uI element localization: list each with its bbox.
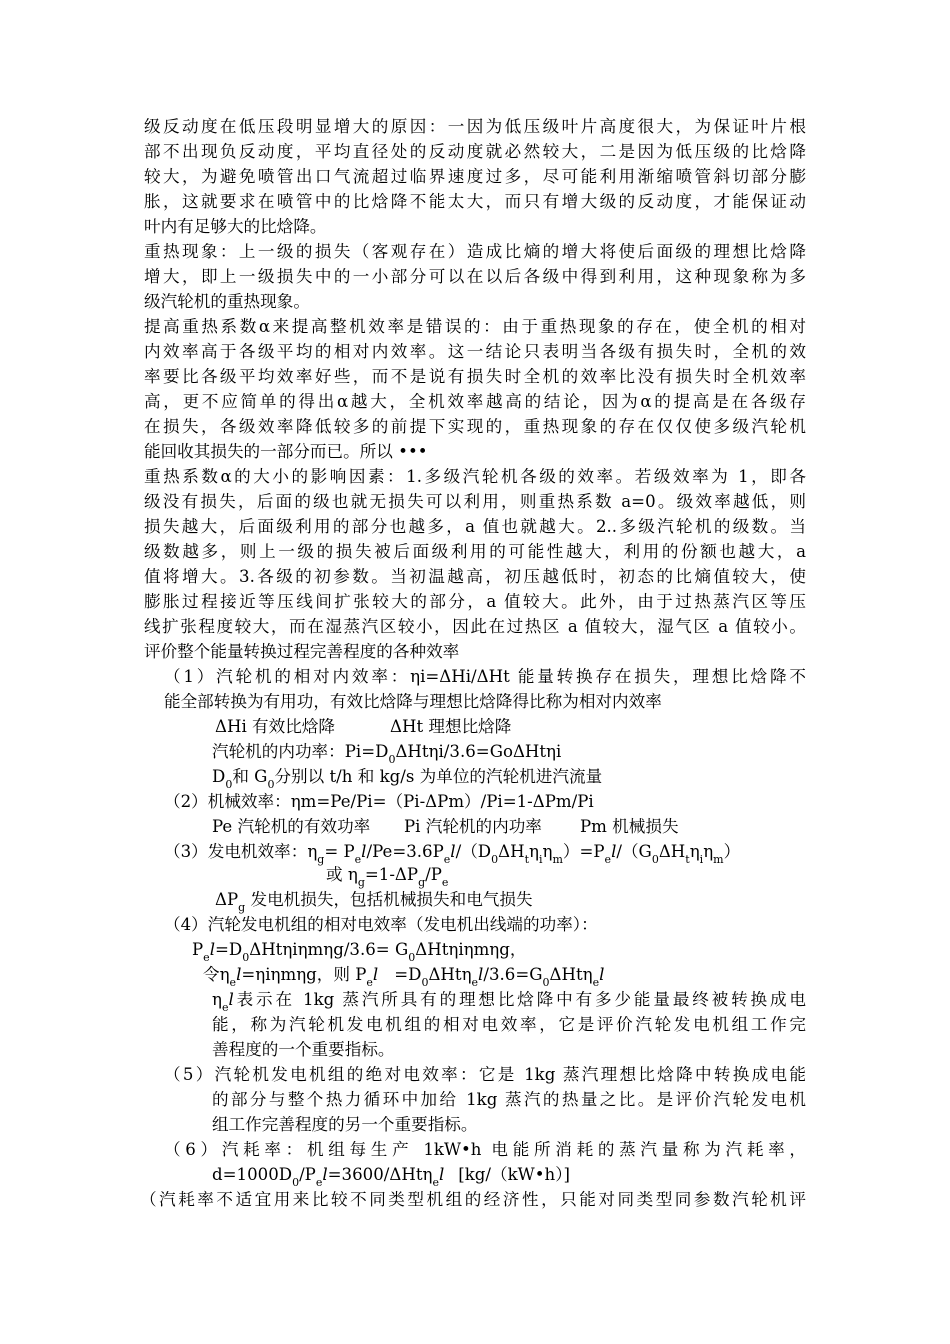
text-line: 损失越大，后面级利用的部分也越多，a 值也就越大。2..多级汽轮机的级数。当 bbox=[144, 517, 806, 536]
text-line: 膨胀过程接近等压线间扩张较大的部分，a 值较大。此外，由于过热蒸汽区等压 bbox=[144, 592, 806, 611]
text-line: （6）汽耗率：机组每生产 1kW•h 电能所消耗的蒸汽量称为汽耗率， bbox=[164, 1140, 806, 1159]
formula-line: （2）机械效率：ηm=Pe/Pi=（Pi-ΔPm）/Pi=1-ΔPm/Pi bbox=[164, 792, 594, 811]
formula-line: 令$\eta_el=\eta i\eta m\eta g$，则 $P_el =D_0\Delta Ht\eta_el/3.6=G_0\Delta Ht\eta_el$ bbox=[203, 965, 605, 989]
definition: ΔHi 有效比焓降 bbox=[215, 717, 336, 736]
formula-line: （3）发电机效率：$\eta_g= P_el/Pe=3.6P_el/(D_0\Delta H_t\eta_i\eta_m)=P_el/(G_0\Delta H_t\eta_i\eta_m)$ bbox=[164, 842, 741, 866]
definition: Pi 汽轮机的内功率 bbox=[404, 817, 542, 836]
formula-line: 或 $\eta_g=1-\Delta P_g/P_e$ bbox=[326, 865, 449, 889]
text-line: 级数越多，则上一级的损失被后面级利用的可能性越大，利用的份额也越大，a bbox=[144, 542, 806, 561]
definition: Pm 机械损失 bbox=[580, 817, 679, 836]
definition: $\Delta P_g$ 发电机损失，包括机械损失和电气损失 bbox=[215, 890, 533, 914]
text-line: 提高重热系数α来提高整机效率是错误的：由于重热现象的存在，使全机的相对 bbox=[144, 317, 806, 336]
text-line: 高，更不应简单的得出α越大，全机效率越高的结论，因为α的提高是在各级存 bbox=[144, 392, 806, 411]
text-line: 级反动度在低压段明显增大的原因：一因为低压级叶片高度很大，为保证叶片根 bbox=[144, 117, 806, 136]
formula-line: 汽轮机的内功率：$Pi=D_0\Delta Ht\eta i/3.6=Go\Delta Ht\eta i$ bbox=[212, 742, 562, 766]
text-line: 能，称为汽轮机发电机组的相对电效率，它是评价汽轮发电机组工作完 bbox=[212, 1015, 806, 1034]
text-line: 率要比各级平均效率好些，而不是说有损失时全机的效率比没有损失时全机效率 bbox=[144, 367, 806, 386]
text-line: 组工作完善程度的另一个重要指标。 bbox=[212, 1115, 478, 1134]
text-line: 叶内有足够大的比焓降。 bbox=[144, 217, 327, 236]
text-line: $D_0$和 $G_0$分别以 t/h 和 kg/s 为单位的汽轮机进汽流量 bbox=[212, 767, 603, 791]
text-line: （1）汽轮机的相对内效率：ηi=ΔHi/ΔHt 能量转换存在损失，理想比焓降不 bbox=[164, 667, 806, 686]
text-line: 较大，为避免喷管出口气流超过临界速度过多，尽可能利用渐缩喷管斜切部分膨 bbox=[144, 167, 806, 186]
text-line: （汽耗率不适宜用来比较不同类型机组的经济性，只能对同类型同参数汽轮机评 bbox=[140, 1190, 806, 1209]
text-line: 级汽轮机的重热现象。 bbox=[144, 292, 310, 311]
text-line: （5）汽轮机发电机组的绝对电效率：它是 1kg 蒸汽理想比焓降中转换成电能 bbox=[164, 1065, 806, 1084]
text-line: 胀，这就要求在喷管中的比焓降不能太大，而只有增大级的反动度，才能保证动 bbox=[144, 192, 806, 211]
definition: Pe 汽轮机的有效功率 bbox=[212, 817, 371, 836]
section-heading: 评价整个能量转换过程完善程度的各种效率 bbox=[144, 642, 460, 661]
text-line: 善程度的一个重要指标。 bbox=[212, 1040, 395, 1059]
formula-line: $P_el=D_0\Delta Ht\eta i\eta m\eta g/3.6= G_0\Delta Ht\eta i\eta m\eta g$， bbox=[192, 940, 527, 964]
text-line: 部不出现负反动度，平均直径处的反动度就必然较大，二是因为低压级的比焓降 bbox=[144, 142, 806, 161]
text-line: 线扩张程度较大，而在湿蒸汽区较小，因此在过热区 a 值较大，湿气区 a 值较小。 bbox=[144, 617, 806, 636]
text-line: 重热现象：上一级的损失（客观存在）造成比熵的增大将使后面级的理想比焓降 bbox=[144, 242, 806, 261]
text-line: $\eta_el$表示在 1kg 蒸汽所具有的理想比焓降中有多少能量最终被转换成电 bbox=[212, 990, 806, 1014]
definition: ΔHt 理想比焓降 bbox=[390, 717, 512, 736]
text-line: 值将增大。3.各级的初参数。当初温越高，初压越低时，初态的比熵值较大，使 bbox=[144, 567, 806, 586]
text-line: 能全部转换为有用功，有效比焓降与理想比焓降得比称为相对内效率 bbox=[164, 692, 662, 711]
text-line: 的部分与整个热力循环中加给 1kg 蒸汽的热量之比。是评价汽轮发电机 bbox=[212, 1090, 806, 1109]
formula-line: $d=1000D_0/P_el=3600/\Delta Ht\eta_el$ [kg/（kW•h）] bbox=[212, 1165, 570, 1189]
text-line: 能回收其损失的一部分而已。所以 ••• bbox=[144, 442, 428, 461]
text-line: 在损失，各级效率降低较多的前提下实现的，重热现象的存在仅仅使多级汽轮机 bbox=[144, 417, 806, 436]
text-line: 级没有损失，后面的级也就无损失可以利用，则重热系数 a=0。级效率越低，则 bbox=[144, 492, 806, 511]
text-line: 内效率高于各级平均的相对内效率。这一结论只表明当各级有损失时，全机的效 bbox=[144, 342, 806, 361]
text-line: 增大，即上一级损失中的一小部分可以在以后各级中得到利用，这种现象称为多 bbox=[144, 267, 806, 286]
text-line: （4）汽轮发电机组的相对电效率（发电机出线端的功率）： bbox=[164, 915, 598, 934]
text-line: 重热系数α的大小的影响因素：1.多级汽轮机各级的效率。若级效率为 1，即各 bbox=[144, 467, 806, 486]
